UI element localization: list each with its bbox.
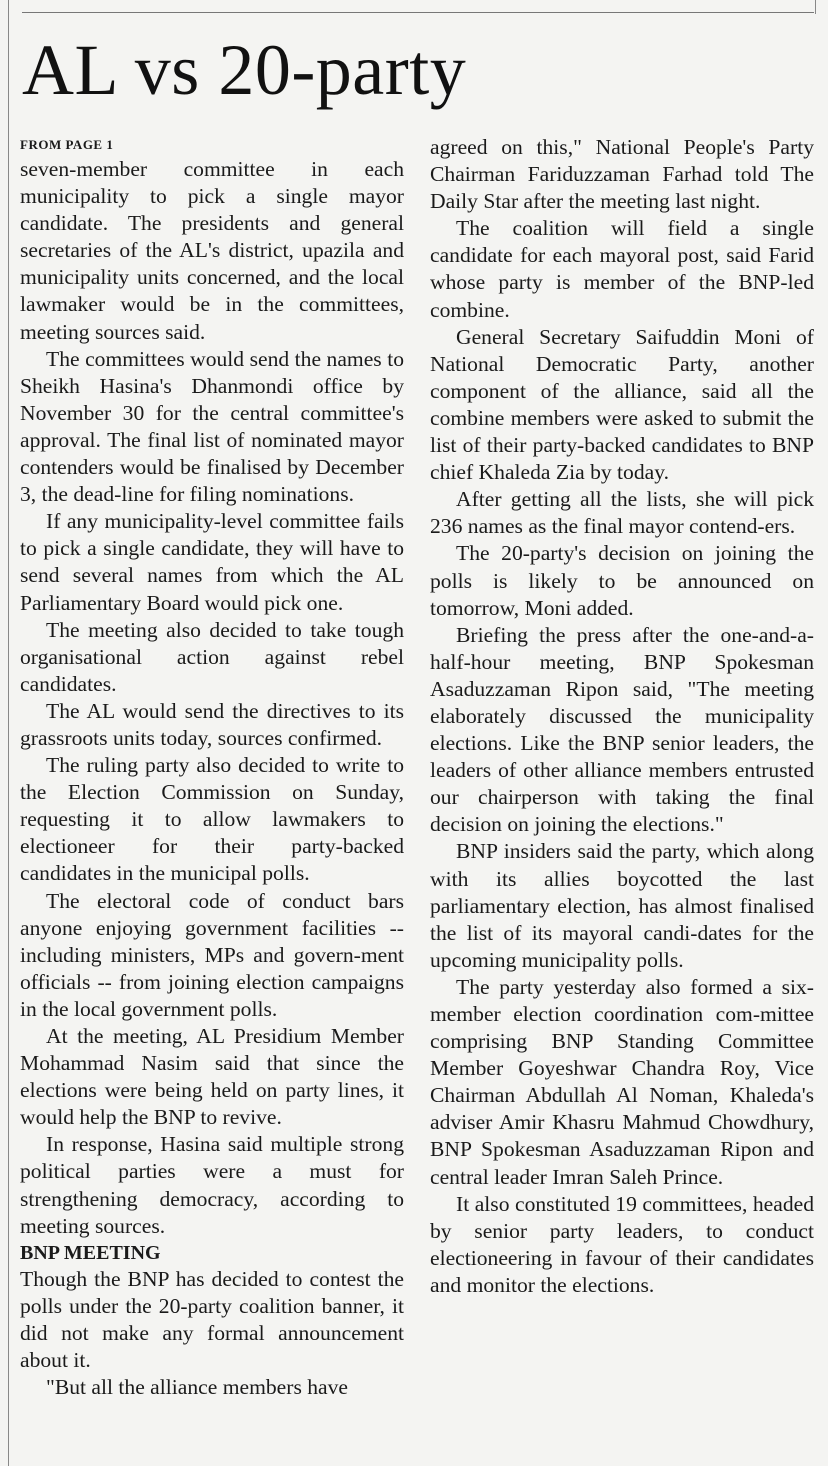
paragraph: General Secretary Saifuddin Moni of National Democratic Party, another component of the alliance, said all the combine members were asked to submit the list of their party-backed candidates to BNP chief Khaleda Zia by today.: [430, 324, 814, 485]
paragraph: The 20-party's decision on joining the polls is likely to be announced on tomorrow, Moni added.: [430, 541, 814, 620]
left-column: [20, 134, 404, 1401]
paragraph: At the meeting, AL Presidium Member Mohammad Nasim said that since the elections were being held on party lines, it would help the BNP to revive.: [20, 1024, 404, 1130]
paragraph: The committees would send the names to Sheikh Hasina's Dhanmondi office by November 30 for the central committee's approval. The final list of nominated mayor contenders would be finalised by December 3, the dead-line for filing nominations.: [20, 346, 404, 507]
paragraph: The AL would send the directives to its grassroots units today, sources confirmed.: [20, 698, 404, 750]
paragraph: Though the BNP has decided to contest the polls under the 20-party coalition banner, it did not make any formal announcement about it.: [20, 1266, 404, 1373]
right-column: [430, 134, 814, 1299]
paragraph: agreed on this," National People's Party Chairman Fariduzzaman Farhad told The Daily Star after the meeting last night.: [430, 135, 814, 214]
paragraph: After getting all the lists, she will pick 236 names as the final mayor contend-ers.: [430, 487, 814, 539]
paragraph: The electoral code of conduct bars anyone enjoying government facilities -- including ministers, MPs and govern-ment officials -- from joining election campaigns in the local government polls.: [20, 888, 404, 1021]
paragraph: BNP insiders said the party, which along with its allies boycotted the last parliamentary election, has almost finalised the list of its mayoral candi-dates for the upcoming municipality polls.: [430, 839, 814, 972]
paragraph: If any municipality-level committee fails to pick a single candidate, they will have to send several names from which the AL Parliamentary Board would pick one.: [20, 509, 404, 615]
paragraph: Briefing the press after the one-and-a-half-hour meeting, BNP Spokesman Asaduzzaman Ripon said, "The meeting elaborately discussed the municipality elections. Like the BNP senior leaders, the leaders of other alliance members entrusted our chairperson with taking the final decision on joining the elections.": [430, 622, 814, 837]
paragraph: "But all the alliance members have: [46, 1375, 349, 1400]
right-rule: [815, 0, 816, 14]
paragraph: The party yesterday also formed a six-member election coordination com-mittee comprising BNP Standing Committee Member Goyeshwar Chandra Roy, Vice Chairman Abdullah Al Noman, Khaleda's adviser Amir Khasru Mahmud Chowdhury, BNP Spokesman Asaduzzaman Ripon and central leader Imran Saleh Prince.: [430, 974, 814, 1189]
paragraph: The ruling party also decided to write to the Election Commission on Sunday, requesting it to allow lawmakers to electioneer for their party-backed candidates in the municipal polls.: [20, 753, 404, 886]
subhead: BNP MEETING: [20, 1241, 161, 1264]
top-rule: [22, 0, 814, 13]
paragraph: The coalition will field a single candidate for each mayoral post, said Farid whose party is member of the BNP-led combine.: [430, 216, 814, 322]
headline: AL vs 20-party: [22, 30, 467, 110]
paragraph: The meeting also decided to take tough organisational action against rebel candidates.: [20, 617, 404, 696]
left-rule: [8, 0, 9, 1466]
paragraph: It also constituted 19 committees, headed by senior party leaders, to conduct electioneering in favour of their candidates and monitor the elections.: [430, 1191, 814, 1297]
paragraph: seven-member committee in each municipality to pick a single mayor candidate. The presidents and general secretaries of the AL's district, upazila and municipality units concerned, and the local lawmaker would be in the committees, meeting sources said.: [20, 157, 404, 344]
kicker: FROM PAGE 1: [20, 137, 114, 152]
paragraph: In response, Hasina said multiple strong political parties were a must for strengthening democracy, according to meeting sources.: [20, 1132, 404, 1238]
